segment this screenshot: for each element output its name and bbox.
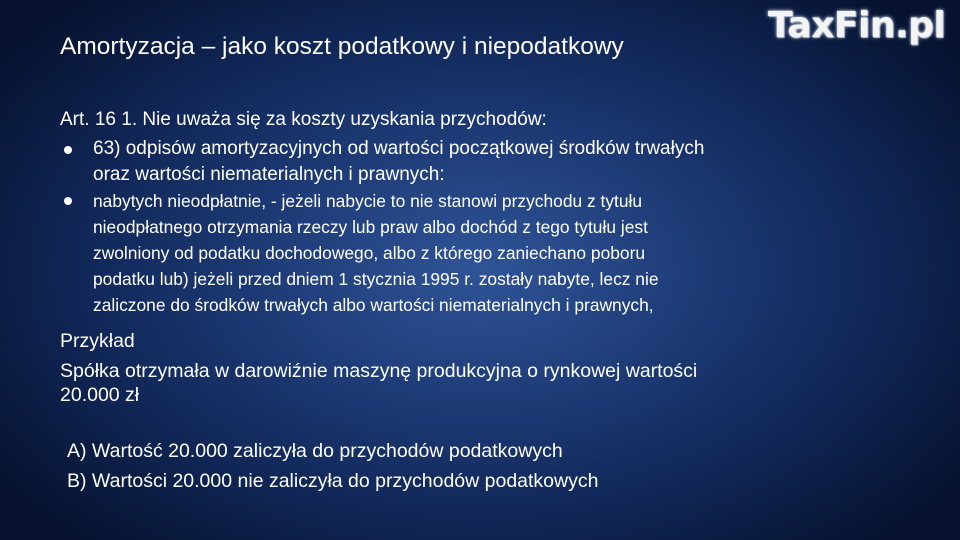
bullet-dot-icon: [64, 197, 72, 205]
bullet-line: oraz wartości niematerialnych i prawnych:: [93, 164, 445, 185]
bullet-dot-icon: [64, 146, 72, 154]
bullet-item-depreciation: [93, 136, 893, 188]
bullet-line: zaliczone do środków trwałych albo wartości niematerialnych i prawnych,: [93, 295, 654, 315]
example-label: Przykład: [60, 330, 135, 352]
slide-title: Amortyzacja – jako koszt podatkowy i niepodatkowy: [60, 33, 624, 60]
example-line: Spółka otrzymała w darowiźnie maszynę produkcyjna o rynkowej wartości: [60, 360, 698, 382]
option-b: B) Wartości 20.000 nie zaliczyła do przychodów podatkowych: [67, 470, 599, 492]
taxfin-logo: TaxFin.pl: [768, 5, 946, 46]
bullet-item-free-acquisition: [93, 188, 923, 318]
bullet-line: nieodpłatnego otrzymania rzeczy lub praw albo dochód z tego tytułu jest: [93, 217, 648, 237]
bullet-line: podatku lub) jeżeli przed dniem 1 stycznia 1995 r. zostały nabyte, lecz nie: [93, 269, 659, 289]
bullet-line: nabytych nieodpłatnie, - jeżeli nabycie to nie stanowi przychodu z tytułu: [93, 191, 643, 211]
bullet-list-depreciation: [93, 136, 893, 188]
bullet-line: zwolniony od podatku dochodowego, albo z którego zaniechano poboru: [93, 243, 646, 263]
option-a: A) Wartość 20.000 zaliczyła do przychodów podatkowych: [67, 440, 563, 462]
answer-options: [67, 436, 598, 496]
bullet-line: 63) odpisów amortyzacyjnych od wartości początkowej środków trwałych: [93, 138, 705, 159]
article-intro: Art. 16 1. Nie uważa się za koszty uzyskania przychodów:: [60, 109, 547, 130]
example-line: 20.000 zł: [60, 384, 140, 406]
bullet-list-free-acquisition: [93, 188, 923, 318]
